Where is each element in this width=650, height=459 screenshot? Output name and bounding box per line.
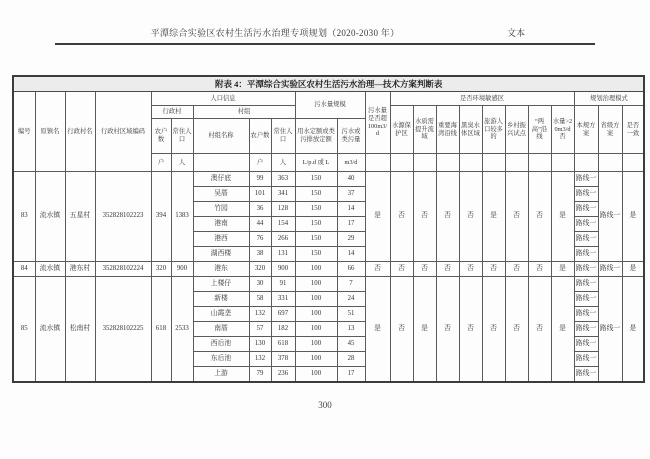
unit-households-group: 户: [249, 154, 271, 172]
header-admin-village: 行政村名: [65, 92, 95, 172]
cell-group-name: 东后池: [193, 352, 249, 367]
cell-sewage-volume: 51: [337, 307, 365, 322]
cell-residents-group: 182: [271, 322, 295, 337]
cell-province-plan: 路线一: [598, 172, 622, 262]
cell-this-plan: 路线一: [574, 187, 598, 202]
cell-residents-group: 91: [271, 277, 295, 292]
cell-province-plan: 路线一: [598, 262, 622, 277]
cell-sewage-volume: 28: [337, 352, 365, 367]
cell-sewage-volume: 37: [337, 187, 365, 202]
cell-residents-group: 341: [271, 187, 295, 202]
cell-residents-admin: 2533: [171, 277, 193, 383]
cell-sensitive-4: 是: [482, 172, 505, 262]
cell-admin-village: 松南村: [65, 277, 95, 383]
cell-residents-admin: 1383: [171, 172, 193, 262]
cell-sewage-volume: 7: [337, 277, 365, 292]
cell-households-group: 132: [249, 307, 271, 322]
cell-sensitive-7: 是: [551, 277, 574, 383]
cell-this-plan: 路线一: [574, 352, 598, 367]
cell-province-plan: 路线一: [598, 277, 622, 383]
cell-water-quota: 100: [295, 307, 337, 322]
cell-group-name: 港南: [193, 217, 249, 232]
header-no: 编号: [13, 92, 35, 172]
cell-residents-group: 154: [271, 217, 295, 232]
cell-this-plan: 路线一: [574, 202, 598, 217]
header-town: 原镇名: [35, 92, 65, 172]
header-households-group: 农户数: [249, 119, 271, 154]
cell-households-group: 57: [249, 322, 271, 337]
cell-consistent: 是: [622, 172, 644, 262]
cell-residents-group: 618: [271, 337, 295, 352]
cell-residents-group: 363: [271, 172, 295, 187]
cell-sensitive-0: 否: [390, 262, 413, 277]
table-row: [13, 277, 644, 292]
unit-blank: [390, 154, 413, 172]
cell-water-quota: 150: [295, 217, 337, 232]
cell-sensitive-6: 否: [528, 277, 551, 383]
cell-sensitive-2: 否: [436, 277, 459, 383]
cell-households-group: 30: [249, 277, 271, 292]
cell-residents-group: 266: [271, 232, 295, 247]
header-village-subgroup: 村组: [193, 106, 295, 119]
cell-sensitive-2: 否: [436, 172, 459, 262]
unit-residents-group: 人: [271, 154, 295, 172]
cell-admin-village: 五星村: [65, 172, 95, 262]
cell-water-quota: 100: [295, 337, 337, 352]
cell-town: 流水镇: [35, 277, 65, 383]
cell-households-group: 79: [249, 367, 271, 383]
cell-over-100: 是: [365, 277, 390, 383]
cell-this-plan: 路线一: [574, 277, 598, 292]
cell-sewage-volume: 45: [337, 337, 365, 352]
doc-title: 平潭综合实验区农村生活污水治理专项规划（2020-2030 年）: [150, 28, 400, 38]
header-residents-group: 常住人口: [271, 119, 295, 154]
cell-over-100: 否: [365, 262, 390, 277]
cell-sensitive-1: 否: [413, 172, 436, 262]
cell-water-quota: 150: [295, 187, 337, 202]
header-group-name: 村组名称: [193, 119, 249, 154]
cell-households-admin: 394: [151, 172, 171, 262]
cell-residents-group: 900: [271, 262, 295, 277]
cell-sensitive-3: 否: [459, 277, 482, 383]
cell-sewage-volume: 17: [337, 367, 365, 383]
cell-water-quota: 150: [295, 202, 337, 217]
unit-blank: [551, 154, 574, 172]
header-sewage-volume: 污水或类污量: [337, 119, 365, 154]
cell-residents-admin: 900: [171, 262, 193, 277]
cell-households-group: 99: [249, 172, 271, 187]
header-group-population: 人口信息: [151, 92, 295, 106]
cell-sensitive-2: 否: [436, 262, 459, 277]
cell-households-group: 320: [249, 262, 271, 277]
cell-this-plan: 路线一: [574, 247, 598, 262]
header-households-admin: 农户数: [151, 119, 171, 154]
cell-households-group: 76: [249, 232, 271, 247]
appendix-table-wrap: [12, 75, 638, 383]
cell-consistent: 是: [622, 277, 644, 383]
cell-households-group: 132: [249, 352, 271, 367]
cell-residents-group: 697: [271, 307, 295, 322]
cell-sewage-volume: 13: [337, 322, 365, 337]
header-sensitive-two-high: “两高”沿线: [528, 106, 551, 154]
cell-group-name: 吴厝: [193, 187, 249, 202]
cell-sensitive-4: 否: [482, 277, 505, 383]
cell-group-name: 新楼: [193, 292, 249, 307]
cell-no: 84: [13, 262, 35, 277]
cell-residents-group: 378: [271, 352, 295, 367]
cell-water-quota: 100: [295, 277, 337, 292]
cell-sensitive-3: 否: [459, 172, 482, 262]
cell-sensitive-0: 否: [390, 172, 413, 262]
cell-households-group: 36: [249, 202, 271, 217]
cell-households-admin: 320: [151, 262, 171, 277]
cell-group-name: 上楼仔: [193, 277, 249, 292]
cell-sensitive-6: 否: [528, 262, 551, 277]
cell-sewage-volume: 66: [337, 262, 365, 277]
cell-this-plan: 路线一: [574, 322, 598, 337]
cell-sensitive-7: 是: [551, 262, 574, 277]
cell-households-group: 130: [249, 337, 271, 352]
cell-households-group: 38: [249, 247, 271, 262]
cell-water-quota: 100: [295, 262, 337, 277]
cell-this-plan: 路线一: [574, 217, 598, 232]
cell-this-plan: 路线一: [574, 232, 598, 247]
cell-water-quota: 150: [295, 247, 337, 262]
cell-this-plan: 路线一: [574, 337, 598, 352]
cell-households-admin: 618: [151, 277, 171, 383]
cell-sensitive-5: 否: [505, 277, 528, 383]
header-mode-consistent: 是否一致: [622, 106, 644, 154]
cell-sensitive-1: 否: [413, 262, 436, 277]
header-residents-admin: 常住人口: [171, 119, 193, 154]
header-group-sensitive-area: 是否环境敏感区: [390, 92, 574, 106]
unit-blank: [622, 154, 644, 172]
cell-sensitive-6: 否: [528, 172, 551, 262]
cell-sewage-volume: 14: [337, 202, 365, 217]
cell-residents-group: 236: [271, 367, 295, 383]
cell-water-quota: 100: [295, 322, 337, 337]
cell-area-code: 352828102223: [95, 172, 151, 262]
header-group-sewage-scale: 污水量规模: [295, 92, 365, 119]
cell-sewage-volume: 17: [337, 217, 365, 232]
header-group-plan-mode: 规划治理模式: [574, 92, 644, 106]
cell-this-plan: 路线一: [574, 367, 598, 383]
header-sensitive-rural-revitalization: 乡村振兴试点: [505, 106, 528, 154]
unit-blank: [193, 154, 249, 172]
table-row: [13, 262, 644, 277]
cell-water-quota: 150: [295, 172, 337, 187]
cell-area-code: 352828102224: [95, 262, 151, 277]
cell-households-group: 44: [249, 217, 271, 232]
cell-sewage-volume: 40: [337, 172, 365, 187]
header-mode-this-plan: 本规方案: [574, 106, 598, 154]
cell-this-plan: 路线一: [574, 262, 598, 277]
cell-households-group: 101: [249, 187, 271, 202]
cell-area-code: 352828102225: [95, 277, 151, 383]
cell-town: 流水镇: [35, 262, 65, 277]
unit-blank: [365, 154, 390, 172]
cell-sewage-volume: 29: [337, 232, 365, 247]
cell-group-name: 山霞垄: [193, 307, 249, 322]
page-number: 300: [318, 400, 332, 410]
cell-sensitive-5: 否: [505, 172, 528, 262]
table-body: [13, 172, 644, 383]
cell-no: 85: [13, 277, 35, 383]
cell-group-name: 上游: [193, 367, 249, 383]
header-sensitive-water-source: 水源保护区: [390, 106, 413, 154]
header-sensitive-tourist: 旅游人口较多的: [482, 106, 505, 154]
cell-water-quota: 100: [295, 352, 337, 367]
cell-residents-group: 128: [271, 202, 295, 217]
cell-admin-village: 港东村: [65, 262, 95, 277]
cell-sensitive-3: 否: [459, 262, 482, 277]
cell-group-name: 湖西楼: [193, 247, 249, 262]
header-mode-province-plan: 省级方案: [598, 106, 622, 154]
cell-sensitive-0: 否: [390, 277, 413, 383]
unit-blank: [436, 154, 459, 172]
cell-this-plan: 路线一: [574, 172, 598, 187]
unit-blank: [413, 154, 436, 172]
unit-blank: [528, 154, 551, 172]
cell-sensitive-1: 是: [413, 277, 436, 383]
unit-quota: L/p.d 或 L: [295, 154, 337, 172]
cell-over-100: 是: [365, 172, 390, 262]
cell-water-quota: 100: [295, 292, 337, 307]
header-sensitive-bay: 重要海湾沿线: [436, 106, 459, 154]
table-row: [13, 172, 644, 187]
header-sensitive-black-water: 黑臭水体区域: [459, 106, 482, 154]
unit-blank: [598, 154, 622, 172]
cell-sewage-volume: 14: [337, 247, 365, 262]
cell-sensitive-7: 是: [551, 172, 574, 262]
unit-blank: [482, 154, 505, 172]
unit-blank: [505, 154, 528, 172]
cell-group-name: 竹园: [193, 202, 249, 217]
cell-this-plan: 路线一: [574, 292, 598, 307]
cell-town: 流水镇: [35, 172, 65, 262]
cell-group-name: 港西: [193, 232, 249, 247]
table-title: 附表 4：平潭综合实验区农村生活污水治理—技术方案判断表: [13, 76, 644, 92]
header-over-100: 污水量是否超100m3/d: [365, 92, 390, 154]
cell-water-quota: 100: [295, 367, 337, 383]
unit-households-admin: 户: [151, 154, 171, 172]
cell-water-quota: 150: [295, 232, 337, 247]
header-area-code: 行政村区域编码: [95, 92, 151, 172]
unit-residents-admin: 人: [171, 154, 193, 172]
cell-sensitive-4: 否: [482, 262, 505, 277]
cell-households-group: 58: [249, 292, 271, 307]
header-sensitive-volume-20: 水量>20m3/d否: [551, 106, 574, 154]
cell-residents-group: 331: [271, 292, 295, 307]
header-sensitive-water-quality: 水质需提升流域: [413, 106, 436, 154]
cell-sensitive-5: 否: [505, 262, 528, 277]
doc-type-label: 文本: [506, 28, 525, 38]
cell-group-name: 西后池: [193, 337, 249, 352]
unit-blank: [459, 154, 482, 172]
page-header: [55, 26, 595, 40]
unit-blank: [574, 154, 598, 172]
cell-consistent: 是: [622, 262, 644, 277]
cell-group-name: 澳仔底: [193, 172, 249, 187]
header-water-quota: 用水定额或类污排放定额: [295, 119, 337, 154]
cell-group-name: 南厝: [193, 322, 249, 337]
cell-group-name: 港东: [193, 262, 249, 277]
header-admin-subgroup: 行政村: [151, 106, 193, 119]
unit-volume: m3/d: [337, 154, 365, 172]
cell-residents-group: 131: [271, 247, 295, 262]
cell-no: 83: [13, 172, 35, 262]
header-rule: [55, 43, 595, 45]
appendix-table: [12, 75, 645, 383]
cell-sewage-volume: 24: [337, 292, 365, 307]
cell-this-plan: 路线一: [574, 307, 598, 322]
